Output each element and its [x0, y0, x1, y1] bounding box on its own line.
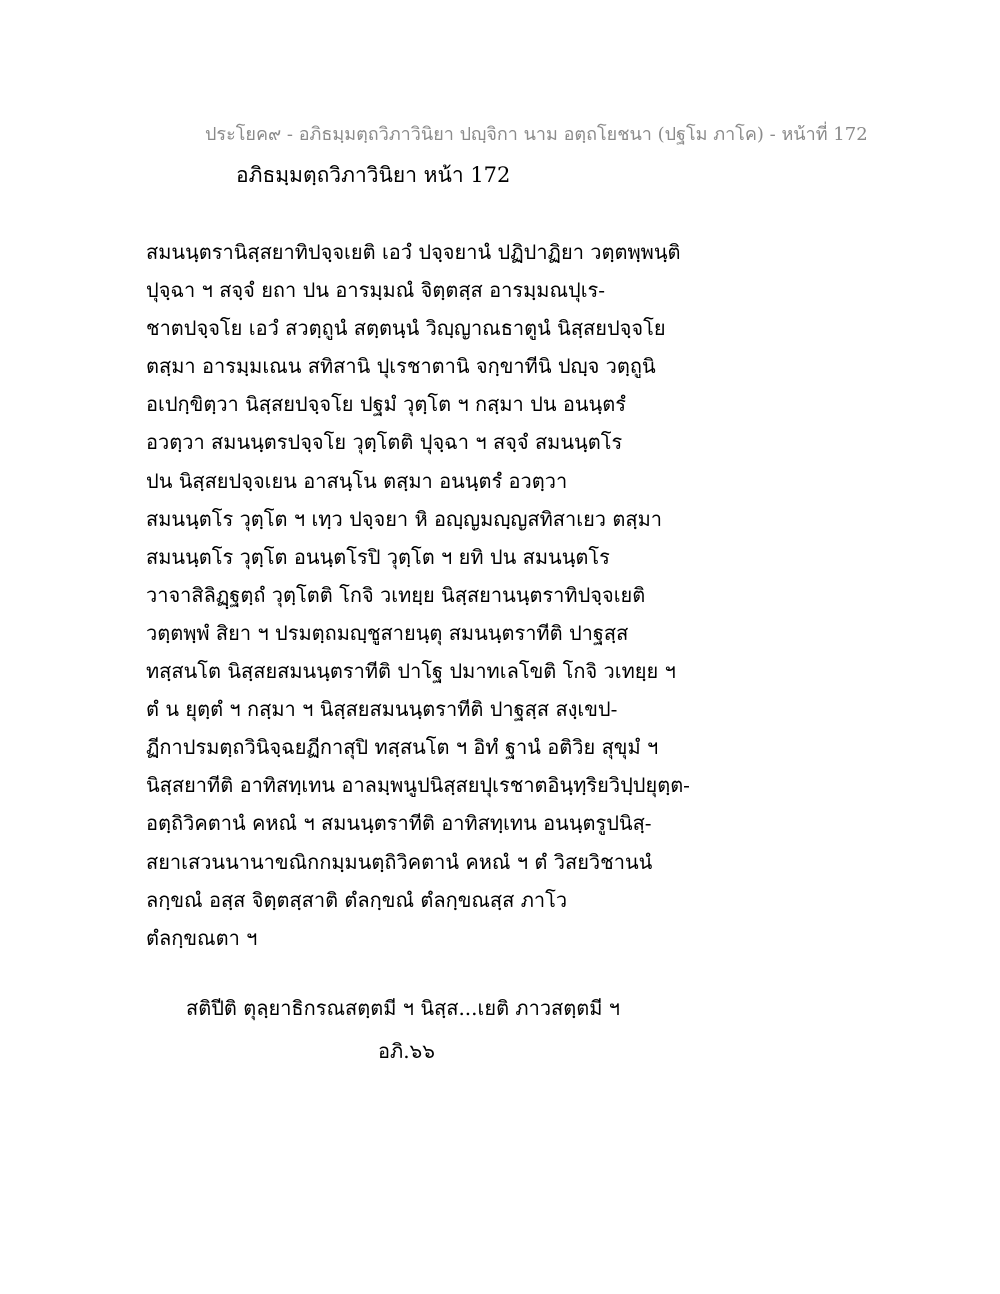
running-header: ประโยค๙ - อภิธมฺมตฺถวิภาวินิยา ปญฺจิกา นาม อตฺถโยชนา (ปฐโม ภาโค) - หน้าที่ 172 — [205, 124, 868, 145]
body-line: ตํ น ยุตฺตํ ฯ กสฺมา ฯ นิสฺสยสมนนฺตราทีติ ปาฐสฺส สงฺเขป- — [146, 697, 618, 722]
body-line: ตสฺมา อารมฺมเณน สทิสานิ ปุเรชาตานิ จกฺขาทีนิ ปญฺจ วตฺถูนิ — [146, 354, 656, 379]
page-subtitle: อภิธมฺมตฺถวิภาวินิยา หน้า 172 — [236, 163, 511, 187]
body-line: ทสฺสนโต นิสฺสยสมนนฺตราทีติ ปาโฐ ปมาทเลโขติ โกจิ วเทยฺย ฯ — [146, 659, 676, 684]
body-line: ปุจฺฉา ฯ สจฺจํ ยถา ปน อารมฺมณํ จิตฺตสฺส อารมฺมณปุเร- — [146, 278, 606, 303]
footnote: สติปีติ ตุลฺยาธิกรณสตฺตมี ฯ นิสฺส...เยติ ภาวสตฺตมี ฯ — [186, 996, 621, 1020]
body-line: สมนนฺตโร วุตฺโต ฯ เทฺว ปจฺจยา หิ อญฺญมญฺญสทิสาเยว ตสฺมา — [146, 506, 662, 531]
body-line: สมนนฺตโร วุตฺโต อนนฺตโรปิ วุตฺโต ฯ ยทิ ปน สมนนฺตโร — [146, 544, 610, 569]
body-line: นิสฺสยาทีติ อาทิสทฺเทน อาลมฺพนูปนิสฺสยปุเรชาตอินฺทฺริยวิปฺปยุตฺต- — [146, 773, 690, 798]
body-line: อเปกฺขิตฺวา นิสฺสยปจฺจโย ปฐมํ วุตฺโต ฯ กสฺมา ปน อนนฺตรํ — [146, 392, 626, 417]
body-line: วตฺตพฺพํ สิยา ฯ ปรมตฺถมญฺชูสายนฺตุ สมนนฺตราทีติ ปาฐสฺส — [146, 620, 629, 645]
body-text — [146, 233, 690, 957]
body-line: อตฺถิวิคตานํ คหณํ ฯ สมนนฺตราทีติ อาทิสทฺเทน อนนฺตรูปนิสฺ- — [146, 811, 652, 836]
body-line: ฏีกาปรมตฺถวินิจฺฉยฏีกาสุปิ ทสฺสนโต ฯ อิทํ ฐานํ อติวิย สุขุมํ ฯ — [146, 735, 659, 760]
body-line: อวตฺวา สมนนฺตรปจฺจโย วุตฺโตติ ปุจฺฉา ฯ สจฺจํ สมนนฺตโร — [146, 430, 623, 455]
body-line: วาจาสิลิฏฺฐตฺถํ วุตฺโตติ โกจิ วเทยฺย นิสฺสยานนฺตราทิปจฺจเยติ — [146, 582, 646, 607]
body-line: ชาตปจฺจโย เอวํ สวตฺถูนํ สตฺตนฺนํ วิญฺญาณธาตูนํ นิสฺสยปจฺจโย — [146, 316, 666, 341]
body-line: สยาเสวนนานาขณิกกมฺมนตฺถิวิคตานํ คหณํ ฯ ตํ วิสยวิชานนํ — [146, 849, 653, 874]
body-line: สมนนฺตรานิสฺสยาทิปจฺจเยติ เอวํ ปจฺจยานํ ปฏิปาฏิยา วตฺตพฺพนฺติ — [146, 240, 681, 264]
body-line: ปน นิสฺสยปจฺจเยน อาสนฺโน ตสฺมา อนนฺตรํ อวตฺวา — [146, 468, 568, 493]
page-code: อภิ.๖๖ — [378, 1039, 435, 1063]
body-line: ตํลกฺขณตา ฯ — [146, 925, 258, 950]
body-line: ลกฺขณํ อสฺส จิตฺตสฺสาติ ตํลกฺขณํ ตํลกฺขณสฺส ภาโว — [146, 887, 568, 912]
